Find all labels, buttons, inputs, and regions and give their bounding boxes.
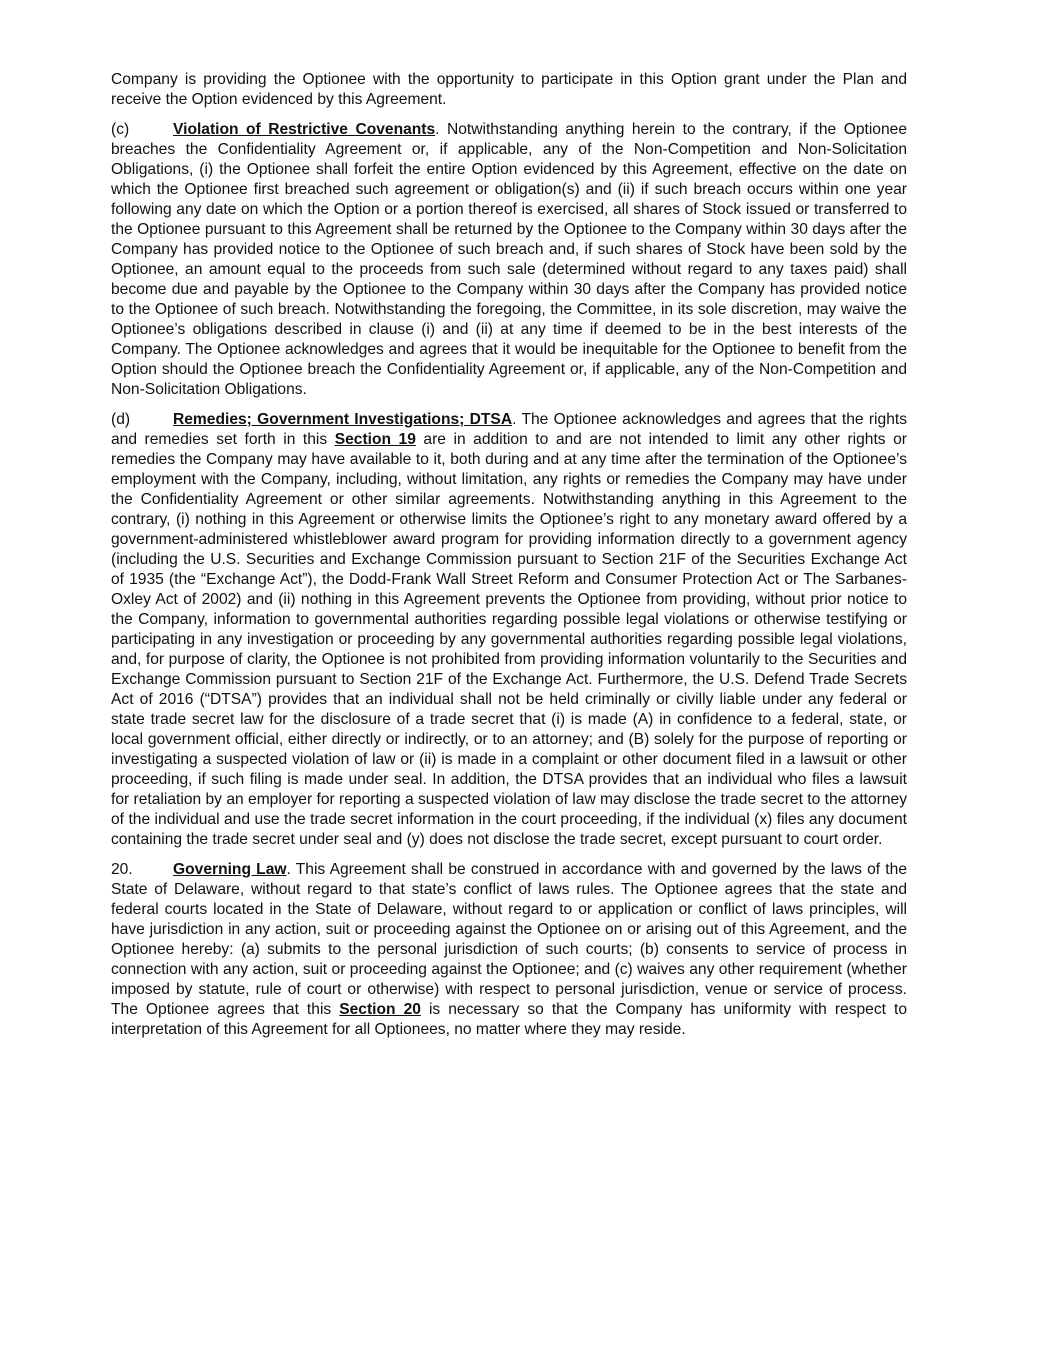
section-d-body-end: are in addition to and are not intended to limit any other rights or remedies the Company may have available to it, both during and at any time after the termination of the Optionee’s employment with the Company, including, without limitation, any rights or remedies the Company may have under the Confidentiality Agreement or other similar agreements. Notwithstanding anything in this Agreement to the contrary, (i) nothing in this Agreement or otherwise limits the Optionee’s right to any monetary award offered by a government-administered whistleblower award program for providing information directly to a government agency (including the U.S. Securities and Exchange Commission pursuant to Section 21F of the Securities Exchange Act of 1935 (the “Exchange Act”), the Dodd-Frank Wall Street Reform and Consumer Protection Act or The Sarbanes-Oxley Act of 2002) and (ii) nothing in this Agreement prevents the Optionee from providing, without prior notice to the Company, information to governmental authorities regarding possible legal violations or otherwise testifying or participating in any investigation or proceeding by any governmental authorities regarding possible legal violations, and, for purpose of clarity, the Optionee is not prohibited from providing information voluntarily to the Securities and Exchange Commission pursuant to Section 21F of the Exchange Act. Furthermore, the U.S. Defend Trade Secrets Act of 2016 (“DTSA”) provides that an individual shall not be held criminally or civilly liable under any federal or state trade secret law for the disclosure of a trade secret that (i) is made (A) in confidence to a federal, state, or local government official, either directly or indirectly, or to an attorney; and (B) solely for the purpose of reporting or investigating a suspected violation of law or (ii) is made in a complaint or other document filed in a lawsuit or other proceeding, if such filing is made under seal. In addition, the DTSA provides that an individual who files a lawsuit for retaliation by an employer for reporting a suspected violation of law may disclose the trade secret to the attorney of the individual and use the trade secret information in the court proceeding, if the individual (x) files any document containing the trade secret under seal and (y) does not disclose the trade secret, except pursuant to court order. bbox=[111, 431, 907, 848]
section-20-reference: Section 20 bbox=[339, 1001, 421, 1018]
section-20-paragraph bbox=[111, 860, 907, 1040]
section-d-paragraph bbox=[111, 410, 907, 850]
section-c-body: . Notwithstanding anything herein to the contrary, if the Optionee breaches the Confidentiality Agreement or, if applicable, any of the Non-Competition and Non-Solicitation Obligations, (i) the Optionee shall forfeit the entire Option evidenced by this Agreement, effective on the date on which the Optionee first breached such agreement or obligation(s) and (ii) if such breach occurs within one year following any date on which the Option or a portion thereof is exercised, all shares of Stock issued or transferred to the Optionee pursuant to this Agreement shall be returned by the Optionee to the Company within 30 days after the Company has provided notice to the Optionee of such breach and, if such shares of Stock have been sold by the Optionee, an amount equal to the proceeds from such sale (determined without regard to any taxes paid) shall become due and payable by the Optionee to the Company within 30 days after the Company has provided notice to the Optionee of such breach. Notwithstanding the foregoing, the Committee, in its sole discretion, may waive the Optionee’s obligations described in clause (i) and (ii) at any time if deemed to be in the best interests of the Company. The Optionee acknowledges and agrees that it would be inequitable for the Optionee to benefit from the Option should the Optionee breach the Confidentiality Agreement or, if applicable, any of the Non-Competition and Non-Solicitation Obligations. bbox=[111, 121, 907, 398]
intro-paragraph bbox=[111, 70, 907, 110]
section-20-heading: Governing Law bbox=[173, 861, 287, 878]
intro-text: Company is providing the Optionee with the opportunity to participate in this Option grant under the Plan and receive the Option evidenced by this Agreement. bbox=[111, 71, 907, 108]
section-c-paragraph bbox=[111, 120, 907, 400]
section-c-heading: Violation of Restrictive Covenants bbox=[173, 121, 436, 138]
section-d-label: (d) bbox=[111, 411, 131, 428]
section-19-reference: Section 19 bbox=[334, 431, 416, 448]
section-20-body-start: . This Agreement shall be construed in accordance with and governed by the laws of the State of Delaware, without regard to that state’s conflict of laws rules. The Optionee agrees that the state and federal courts located in the State of Delaware, without regard to or application or conflict of laws principles, will have jurisdiction in any action, suit or proceeding against the Optionee on or arising out of this Agreement, and the Optionee hereby: (a) submits to the personal jurisdiction of such courts; (b) consents to service of process in connection with any action, suit or proceeding against the Optionee; and (c) waives any other requirement (whether imposed by statute, rule of court or otherwise) with respect to personal jurisdiction, venue or service of process. The Optionee agrees that this bbox=[111, 861, 907, 1018]
section-d-heading: Remedies; Government Investigations; DTSA bbox=[173, 411, 513, 428]
document-page bbox=[111, 70, 907, 1050]
section-20-body-end: is necessary so that the Company has uniformity with respect to interpretation of this Agreement for all Optionees, no matter where they may reside. bbox=[111, 1001, 908, 1038]
section-20-label: 20. bbox=[111, 861, 133, 878]
section-c-label: (c) bbox=[111, 121, 130, 138]
section-d-body-start: . The Optionee acknowledges and agrees that the rights and remedies set forth in this bbox=[111, 411, 907, 448]
